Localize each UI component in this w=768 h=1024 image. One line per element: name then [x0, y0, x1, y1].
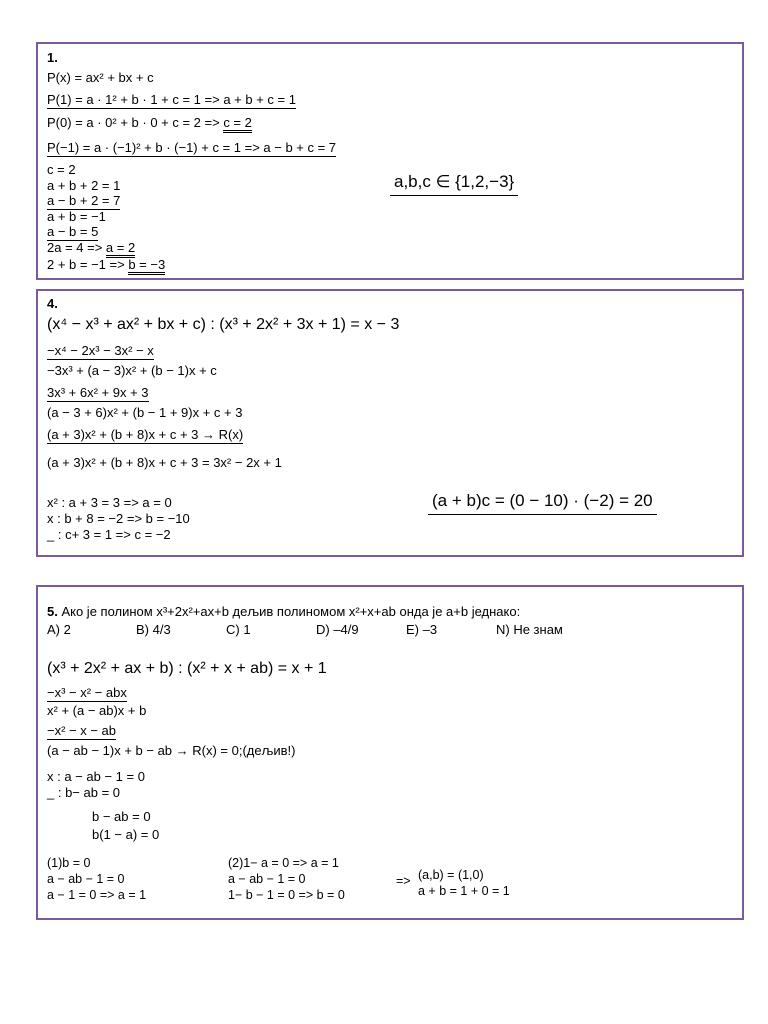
p5-sum-result: a + b = 1 + 0 = 1	[418, 884, 510, 898]
p1-b-result: b = −3	[128, 257, 165, 275]
problem-4-box	[36, 289, 744, 557]
problem-1-box	[36, 42, 744, 280]
p5-implies-arrow: =>	[396, 874, 411, 888]
p5-answer-d: D) –4/9	[316, 622, 359, 637]
p1-line-7: a − b + 2 = 7	[47, 193, 121, 208]
p5-case-1-line-2: a − ab − 1 = 0	[47, 872, 125, 886]
p5-case-1-line-3: a − 1 = 0 => a = 1	[47, 888, 147, 902]
p5-answer-e: E) –3	[406, 622, 438, 637]
p1-a-result: a = 2	[106, 240, 135, 258]
p1-line-10-text: 2a = 4 =>	[47, 240, 106, 255]
p1-final-result: a,b,c ∈ {1,2,−3}	[390, 172, 518, 196]
p5-case-2-line-2: a − ab − 1 = 0	[228, 872, 306, 886]
p1-line-4: P(−1) = a · (−1)² + b · (−1) + c = 1 => a − b + c = 7	[47, 140, 337, 155]
p1-line-1: P(x) = ax² + bx + c	[47, 70, 154, 85]
p5-line-6: x : a − ab − 1 = 0	[47, 769, 145, 784]
p4-line-8: x² : a + 3 = 3 => a = 0	[47, 495, 172, 510]
p4-line-9: x : b + 8 = −2 => b = −10	[47, 511, 190, 526]
p1-line-3	[47, 115, 252, 131]
p1-line-3-text: P(0) = a · 0² + b · 0 + c = 2 =>	[47, 115, 224, 130]
problem-5-number: 5.	[47, 604, 58, 619]
problem-5-box	[36, 585, 744, 920]
p4-line-3: −3x³ + (a − 3)x² + (b − 1)x + c	[47, 363, 217, 378]
p4-line-4: 3x³ + 6x² + 9x + 3	[47, 385, 149, 400]
p1-line-10	[47, 240, 135, 256]
p5-line-3: x² + (a − ab)x + b	[47, 703, 147, 718]
p1-line-2: P(1) = a · 1² + b · 1 + c = 1 => a + b + c = 1	[47, 92, 296, 107]
p5-line-8: b − ab = 0	[92, 809, 151, 824]
p5-answer-a: A) 2	[47, 622, 71, 637]
p5-line-5: (a − ab − 1)x + b − ab → R(x) = 0;(дељив!)	[47, 743, 296, 758]
p5-answer-n: N) Не знам	[496, 622, 563, 637]
p4-line-7: (a + 3)x² + (b + 8)x + c + 3 = 3x² − 2x + 1	[47, 455, 282, 470]
p4-line-10: _ : c+ 3 = 1 => c = −2	[47, 527, 171, 542]
p5-line-9: b(1 − a) = 0	[92, 827, 160, 842]
p1-line-6: a + b + 2 = 1	[47, 178, 121, 193]
p5-line-7: _ : b− ab = 0	[47, 785, 121, 800]
p1-line-11	[47, 257, 165, 273]
p5-case-1-line-1: (1)b = 0	[47, 856, 91, 870]
p5-case-2-line-3: 1− b − 1 = 0 => b = 0	[228, 888, 345, 902]
p5-line-2: −x³ − x² − abx	[47, 685, 127, 700]
p5-case-2-line-1: (2)1− a = 0 => a = 1	[228, 856, 339, 870]
p5-answer-c: C) 1	[226, 622, 251, 637]
problem-1-number: 1.	[47, 50, 58, 65]
p1-line-11-text: 2 + b = −1 =>	[47, 257, 129, 272]
p5-pair-result: (a,b) = (1,0)	[418, 868, 484, 882]
p4-line-1: (x⁴ − x³ + ax² + bx + c) : (x³ + 2x² + 3x + 1) = x − 3	[47, 316, 400, 333]
p4-line-6: (a + 3)x² + (b + 8)x + c + 3 → R(x)	[47, 427, 244, 442]
p5-question-text: Ако је полином x³+2x²+ax+b дељив полиномом x²+x+ab онда је a+b једнако:	[57, 604, 521, 619]
p1-line-5: c = 2	[47, 162, 76, 177]
p5-line-1: (x³ + 2x² + ax + b) : (x² + x + ab) = x + 1	[47, 660, 327, 677]
p5-line-4: −x² − x − ab	[47, 723, 117, 738]
p4-final-result: (a + b)c = (0 − 10) · (−2) = 20	[428, 491, 657, 515]
p4-line-5: (a − 3 + 6)x² + (b − 1 + 9)x + c + 3	[47, 405, 243, 420]
p1-line-8: a + b = −1	[47, 209, 106, 224]
p1-line-9: a − b = 5	[47, 224, 99, 239]
problem-4-number: 4.	[47, 296, 58, 311]
p1-c-result: c = 2	[223, 115, 252, 133]
p5-question	[47, 604, 520, 620]
p4-line-2: −x⁴ − 2x³ − 3x² − x	[47, 343, 154, 358]
p5-answer-b: B) 4/3	[136, 622, 171, 637]
